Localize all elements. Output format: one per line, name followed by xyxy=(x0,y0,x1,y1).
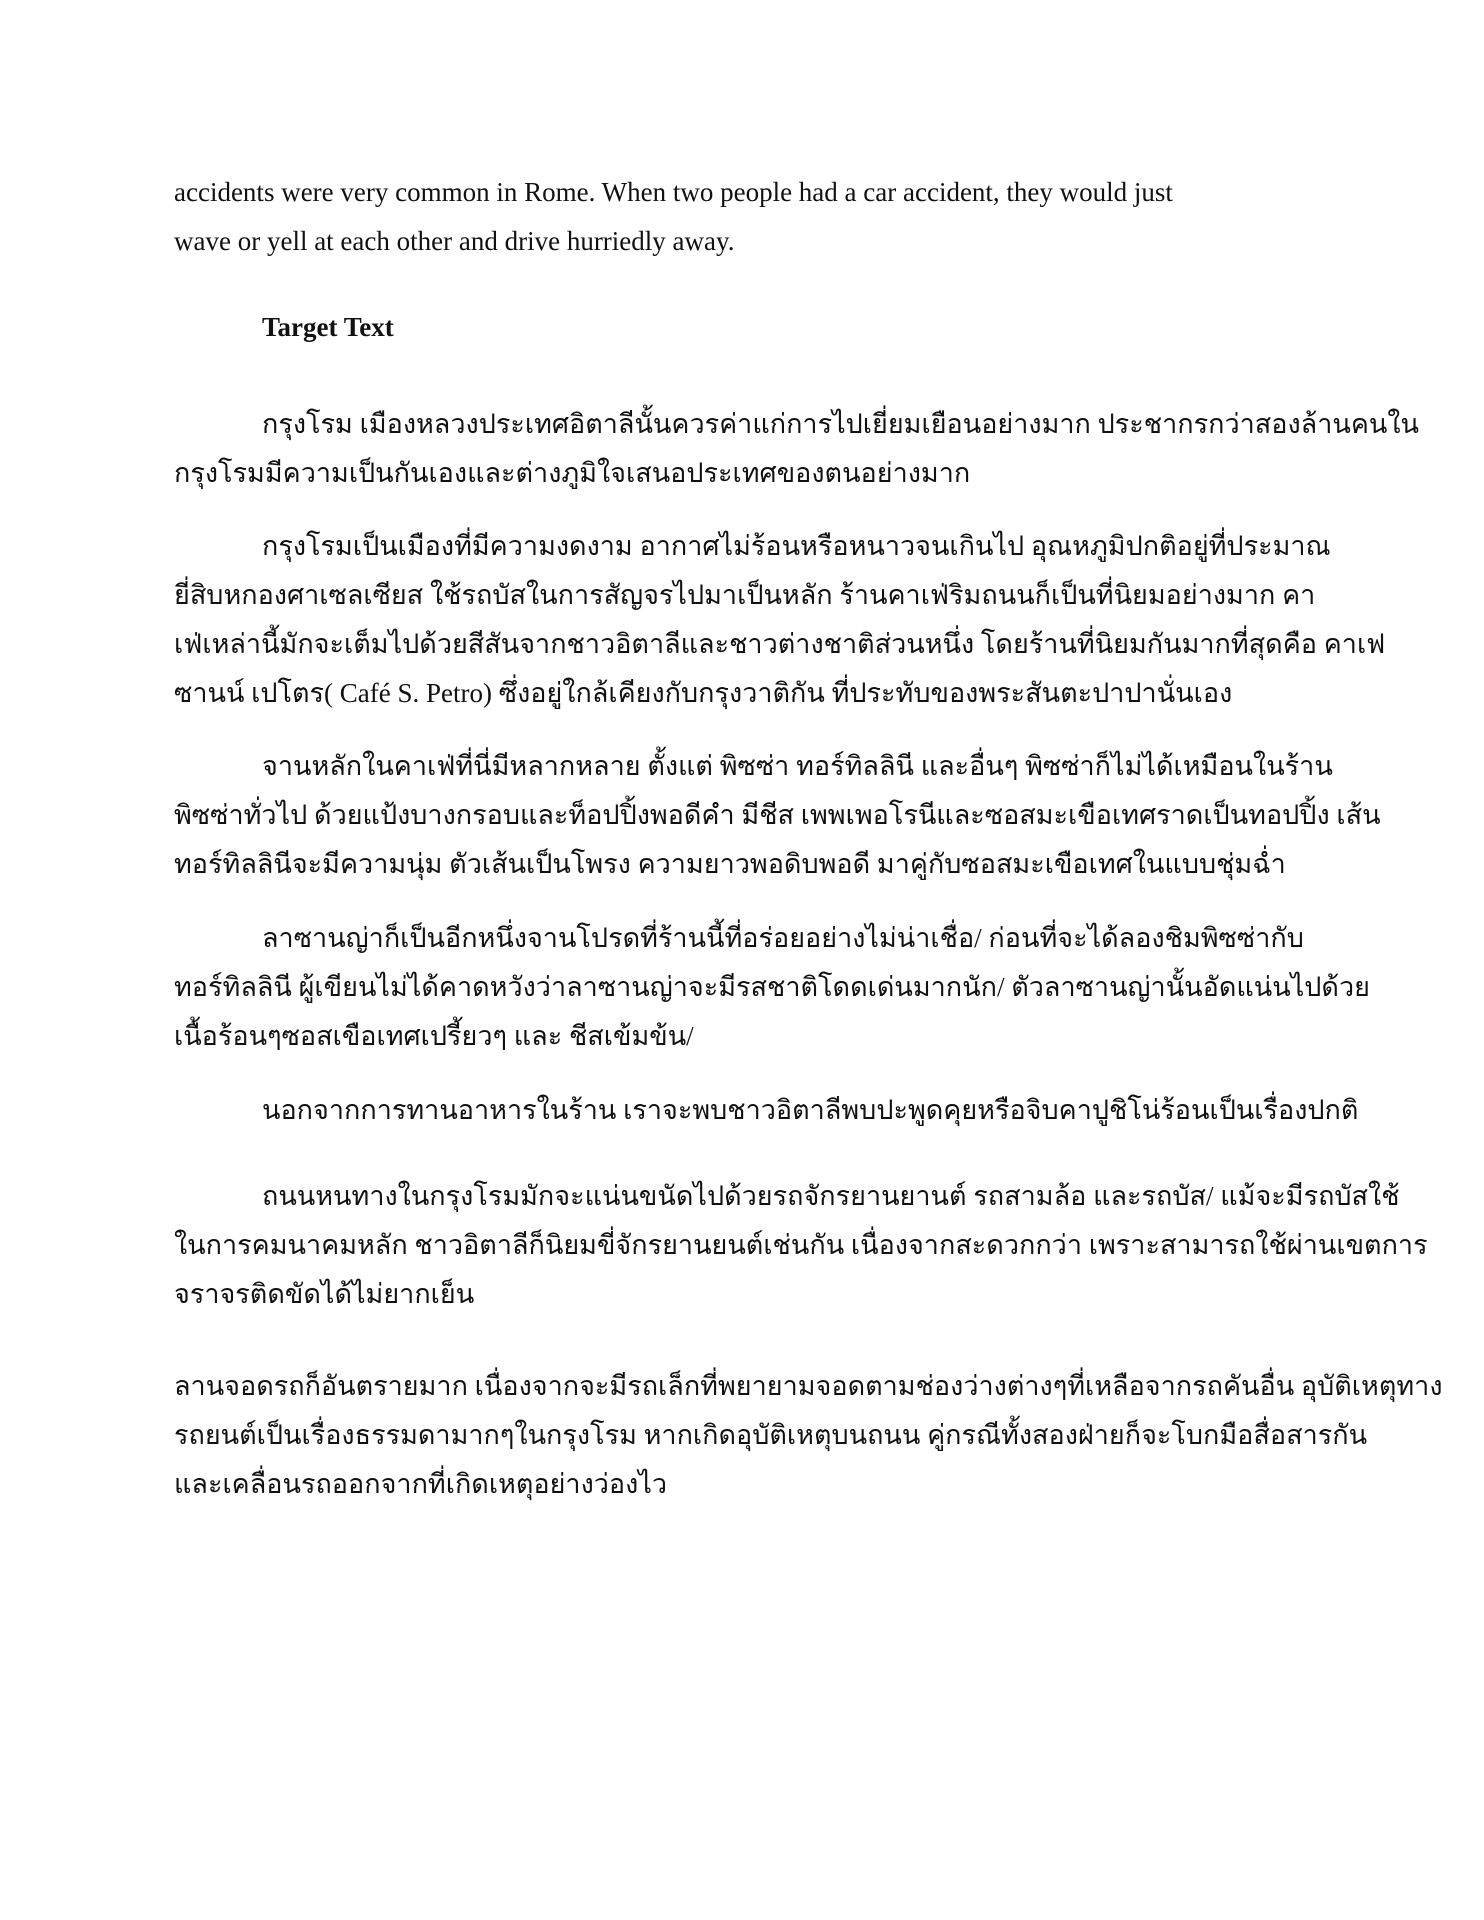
text-line: กรุงโรมมีความเป็นกันเองและต่างภูมิใจเสนอประเทศของตนอย่างมาก xyxy=(174,458,971,488)
text-line: เฟ่เหล่านี้มักจะเต็มไปด้วยสีสันจากชาวอิตาลีและชาวต่างชาติส่วนหนึ่ง โดยร้านที่นิยมกันมากที่สุดคือ คาเฟ xyxy=(174,629,1386,659)
text-line: ลาซานญ่าก็เป็นอีกหนึ่งจานโปรดที่ร้านนี้ที่อร่อยอย่างไม่น่าเชื่อ/ ก่อนที่จะได้ลองชิมพิซซ่ากับ xyxy=(262,923,1304,953)
text-line: รถยนต์เป็นเรื่องธรรมดามากๆในกรุงโรม หากเกิดอุบัติเหตุบนถนน คู่กรณีทั้งสองฝ่ายก็จะโบกมือสื่อสารกัน xyxy=(174,1420,1368,1450)
text-line: accidents were very common in Rome. When two people had a car accident, they would just xyxy=(174,177,1173,207)
text-line: และเคลื่อนรถออกจากที่เกิดเหตุอย่างว่องไว xyxy=(174,1469,668,1499)
text-line: ในการคมนาคมหลัก ชาวอิตาลีก็นิยมขี่จักรยานยนต์เช่นกัน เนื่องจากสะดวกกว่า เพราะสามารถใช้ผ่านเขตการ xyxy=(174,1230,1428,1260)
text-line: ถนนหนทางในกรุงโรมมักจะแน่นขนัดไปด้วยรถจักรยานยานต์ รถสามล้อ และรถบัส/ แม้จะมีรถบัสใช้ xyxy=(262,1181,1400,1211)
text-line: นอกจากการทานอาหารในร้าน เราจะพบชาวอิตาลีพบปะพูดคุยหรือจิบคาปูชิโน่ร้อนเป็นเรื่องปกติ xyxy=(262,1095,1359,1125)
body-paragraph xyxy=(174,914,1370,1061)
text-line: กรุงโรม เมืองหลวงประเทศอิตาลีนั้นควรค่าแก่การไปเยี่ยมเยือนอย่างมาก ประชากรกว่าสองล้านคนใน xyxy=(262,409,1419,439)
body-paragraph xyxy=(174,522,1386,718)
text-line: จราจรติดขัดได้ไม่ยากเย็น xyxy=(174,1279,475,1309)
text-line: ทอร์ทิลลินี ผู้เขียนไม่ได้คาดหวังว่าลาซานญ่าจะมีรสชาติโดดเด่นมากนัก/ ตัวลาซานญ่านั้นอัดแน่นไปด้วย xyxy=(174,972,1370,1002)
text-line: เนื้อร้อนๆซอสเขือเทศเปรี้ยวๆ และ ชีสเข้มข้น/ xyxy=(174,1021,694,1051)
text-line: พิซซ่าทั่วไป ด้วยแป้งบางกรอบและท็อปปิ้งพอดีคำ มีชีส เพพเพอโรนีและซอสมะเขือเทศราดเป็นทอปปิ้ง เส้น xyxy=(174,800,1381,830)
text-line: ซานน์ เปโตร( Café S. Petro) ซึ่งอยู่ใกล้เคียงกับกรุงวาติกัน ที่ประทับของพระสันตะปาปานั่นเอง xyxy=(174,678,1233,708)
text-line: ยี่สิบหกองศาเซลเซียส ใช้รถบัสในการสัญจรไปมาเป็นหลัก ร้านคาเฟ่ริมถนนก็เป็นที่นิยมอย่างมาก คา xyxy=(174,580,1316,610)
text-line: จานหลักในคาเฟ่ที่นี่มีหลากหลาย ตั้งแต่ พิซซ่า ทอร์ทิลลินี และอื่นๆ พิซซ่าก็ไม่ได้เหมือนในร้าน xyxy=(262,751,1333,781)
body-paragraph xyxy=(174,1086,1359,1135)
body-paragraph xyxy=(174,400,1419,498)
text-line: ลานจอดรถก็อันตรายมาก เนื่องจากจะมีรถเล็กที่พยายามจอดตามช่องว่างต่างๆที่เหลือจากรถคันอื่น อุบัติเหตุทาง xyxy=(174,1371,1443,1401)
body-paragraph xyxy=(174,1172,1428,1319)
body-paragraph xyxy=(174,1362,1443,1509)
section-heading: Target Text xyxy=(262,312,394,342)
text-line: wave or yell at each other and drive hurriedly away. xyxy=(174,226,735,256)
body-paragraph xyxy=(174,742,1381,889)
text-line: ทอร์ทิลลินีจะมีความนุ่ม ตัวเส้นเป็นโพรง ความยาวพอดิบพอดี มาคู่กับซอสมะเขือเทศในแบบชุ่มฉ่ำ xyxy=(174,849,1286,879)
intro-paragraph xyxy=(174,168,1314,266)
text-line: กรุงโรมเป็นเมืองที่มีความงดงาม อากาศไม่ร้อนหรือหนาวจนเกินไป อุณหภูมิปกติอยู่ที่ประมาณ xyxy=(262,531,1331,561)
